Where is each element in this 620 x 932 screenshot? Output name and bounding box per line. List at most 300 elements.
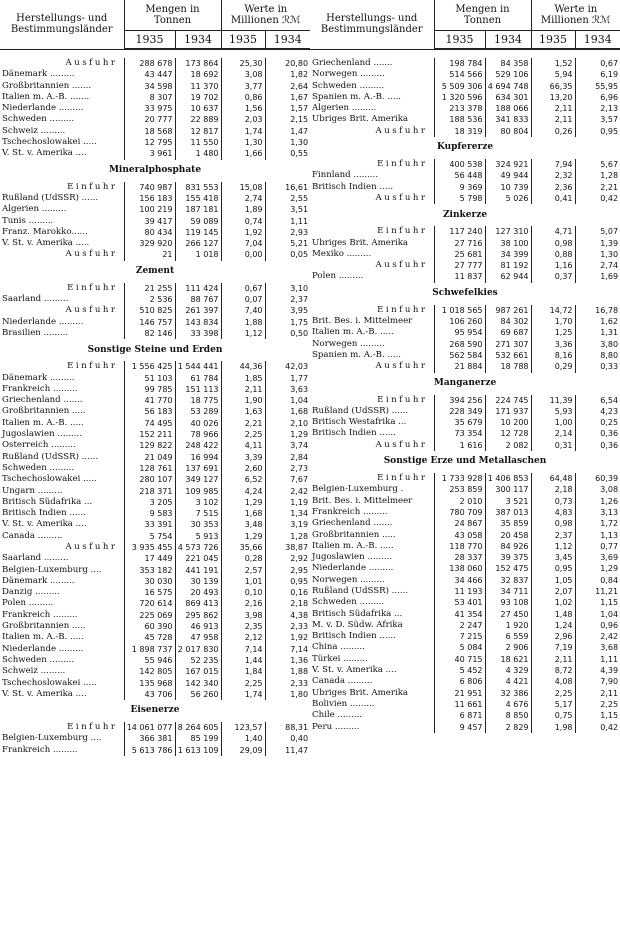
value-1935: 35,66 bbox=[221, 542, 265, 553]
table-row bbox=[310, 563, 620, 574]
value-1934: 4,23 bbox=[575, 406, 620, 417]
qty-1935: 1 320 596 bbox=[434, 92, 485, 103]
country-name: Großbritannien ..... bbox=[312, 529, 396, 540]
value-1935: 2,36 bbox=[531, 182, 575, 193]
value-1934: 2,92 bbox=[265, 553, 310, 564]
value-1935: 5,94 bbox=[531, 69, 575, 80]
qty-1935: 51 103 bbox=[124, 373, 175, 384]
qty-1935: 225 069 bbox=[124, 610, 175, 621]
value-1935: 1,63 bbox=[221, 406, 265, 417]
value-1935: 1,12 bbox=[531, 541, 575, 552]
total-row bbox=[310, 440, 620, 451]
value-1935: 25,30 bbox=[221, 58, 265, 69]
total-label: Ausfuhr bbox=[65, 58, 118, 68]
country-name: Danzig ......... bbox=[2, 587, 60, 598]
value-1934: 11,21 bbox=[575, 586, 620, 597]
section-heading: Mineralphosphate bbox=[108, 165, 202, 176]
qty-1935: 213 378 bbox=[434, 103, 485, 114]
qty-1935: 100 219 bbox=[124, 204, 175, 215]
value-column-header: Werte in Millionen ℛℳ bbox=[531, 0, 620, 31]
qty-1935: 353 182 bbox=[124, 565, 175, 576]
country-name: Schweden ......... bbox=[312, 80, 385, 91]
qty-1934: 62 944 bbox=[485, 271, 531, 282]
qty-1935: 1 616 bbox=[434, 440, 485, 451]
qty-1935: 720 614 bbox=[124, 598, 175, 609]
value-1934: 1,68 bbox=[265, 406, 310, 417]
table-row bbox=[310, 541, 620, 552]
year-1935-val: 1935 bbox=[221, 31, 265, 50]
qty-1934: 88 767 bbox=[175, 294, 221, 305]
qty-1934: 341 833 bbox=[485, 114, 531, 125]
qty-1934: 532 661 bbox=[485, 350, 531, 361]
table-row bbox=[310, 114, 620, 125]
qty-1934: 4 573 726 bbox=[175, 542, 221, 553]
value-1934: 0,84 bbox=[575, 575, 620, 586]
spacer-row bbox=[310, 49, 620, 58]
table-row bbox=[0, 137, 310, 148]
country-name: Österreich ......... bbox=[2, 440, 76, 451]
value-1934: 2,15 bbox=[265, 114, 310, 125]
year-1934-qty: 1934 bbox=[485, 31, 531, 50]
country-name: Italien m. A.-B. ....... bbox=[2, 91, 90, 102]
table-row bbox=[310, 170, 620, 181]
country-name: Tschechoslowakei ..... bbox=[2, 677, 97, 688]
value-1935: 2,11 bbox=[221, 384, 265, 395]
table-row bbox=[310, 69, 620, 80]
qty-1935: 128 761 bbox=[124, 463, 175, 474]
table-row bbox=[0, 565, 310, 576]
table-row bbox=[310, 518, 620, 529]
value-1935: 0,86 bbox=[221, 92, 265, 103]
qty-1935: 11 661 bbox=[434, 699, 485, 710]
qty-1934: 30 139 bbox=[175, 576, 221, 587]
qty-1934: 39 375 bbox=[485, 552, 531, 563]
section-heading: Manganerze bbox=[433, 377, 497, 388]
total-row bbox=[310, 395, 620, 406]
qty-1935: 27 777 bbox=[434, 260, 485, 271]
table-row bbox=[310, 339, 620, 350]
value-1935: 4,24 bbox=[221, 486, 265, 497]
value-1934: 2,33 bbox=[265, 678, 310, 689]
value-1935: 0,67 bbox=[221, 283, 265, 294]
country-name: Brasilien ......... bbox=[2, 327, 69, 338]
qty-1935: 3 961 bbox=[124, 148, 175, 159]
total-label: Einfuhr bbox=[377, 159, 428, 170]
qty-1934: 2 082 bbox=[485, 440, 531, 451]
table-row bbox=[310, 271, 620, 282]
value-1935: 1,74 bbox=[221, 689, 265, 700]
total-label: Ausfuhr bbox=[375, 361, 428, 372]
qty-1934: 22 889 bbox=[175, 114, 221, 125]
table-row bbox=[0, 632, 310, 643]
section-heading-row bbox=[0, 700, 310, 722]
qty-1934: 2 906 bbox=[485, 642, 531, 653]
table-row bbox=[310, 484, 620, 495]
qty-1935: 5 798 bbox=[434, 193, 485, 204]
qty-1934: 93 108 bbox=[485, 597, 531, 608]
trade-table-left bbox=[0, 0, 310, 756]
table-row bbox=[0, 678, 310, 689]
total-label: Ausfuhr bbox=[375, 260, 428, 271]
qty-1934: 56 260 bbox=[175, 689, 221, 700]
value-1934: 1,82 bbox=[265, 69, 310, 80]
table-row bbox=[310, 316, 620, 327]
value-1934: 1,34 bbox=[265, 508, 310, 519]
country-name: Saarland ......... bbox=[2, 553, 69, 564]
value-1935: 64,48 bbox=[531, 473, 575, 484]
qty-1934: 12 817 bbox=[175, 126, 221, 137]
value-1935: 2,25 bbox=[221, 429, 265, 440]
value-1934: 0,05 bbox=[265, 249, 310, 260]
year-1935-qty: 1935 bbox=[124, 31, 175, 50]
table-row bbox=[310, 428, 620, 439]
total-row bbox=[0, 249, 310, 260]
qty-1935: 99 785 bbox=[124, 384, 175, 395]
value-1935: 0,95 bbox=[531, 563, 575, 574]
table-row bbox=[0, 655, 310, 666]
qty-1934: 59 089 bbox=[175, 216, 221, 227]
country-name: Peru ......... bbox=[312, 721, 360, 732]
qty-1934: 12 728 bbox=[485, 428, 531, 439]
qty-1935: 2 010 bbox=[434, 496, 485, 507]
value-1935: 0,10 bbox=[221, 587, 265, 598]
table-row bbox=[310, 586, 620, 597]
table-row bbox=[0, 486, 310, 497]
table-row bbox=[310, 249, 620, 260]
table-row bbox=[0, 598, 310, 609]
qty-1935: 11 837 bbox=[434, 271, 485, 282]
value-1935: 1,88 bbox=[221, 317, 265, 328]
value-1935: 2,11 bbox=[531, 114, 575, 125]
qty-1934: 109 985 bbox=[175, 486, 221, 497]
table-row bbox=[0, 238, 310, 249]
table-row bbox=[0, 227, 310, 238]
qty-1934: 187 181 bbox=[175, 204, 221, 215]
value-1935: 0,74 bbox=[221, 216, 265, 227]
value-1935: 1,02 bbox=[531, 597, 575, 608]
value-1935: 1,85 bbox=[221, 373, 265, 384]
section-heading-row bbox=[310, 283, 620, 305]
country-name: Italien m. A.-B. ..... bbox=[312, 327, 394, 338]
qty-1934: 18 692 bbox=[175, 69, 221, 80]
value-1934: 1,80 bbox=[265, 689, 310, 700]
qty-1935: 16 575 bbox=[124, 587, 175, 598]
qty-1935: 82 146 bbox=[124, 328, 175, 339]
value-1935: 2,25 bbox=[221, 678, 265, 689]
quantity-column-header: Mengen in Tonnen bbox=[434, 0, 531, 31]
qty-1935: 55 946 bbox=[124, 655, 175, 666]
qty-1935: 106 260 bbox=[434, 316, 485, 327]
qty-1934: 85 199 bbox=[175, 733, 221, 744]
qty-1934: 10 739 bbox=[485, 182, 531, 193]
qty-1934: 387 013 bbox=[485, 507, 531, 518]
value-1934: 88,31 bbox=[265, 722, 310, 733]
value-1934: 3,74 bbox=[265, 440, 310, 451]
value-1934: 1,31 bbox=[575, 327, 620, 338]
qty-1935: 156 183 bbox=[124, 193, 175, 204]
qty-1934: 224 745 bbox=[485, 395, 531, 406]
country-name: Algerien ......... bbox=[312, 103, 377, 114]
qty-1935: 329 920 bbox=[124, 238, 175, 249]
value-1934: 3,10 bbox=[265, 283, 310, 294]
value-1935: 0,28 bbox=[221, 553, 265, 564]
qty-1935: 740 987 bbox=[124, 182, 175, 193]
country-name: Frankreich ......... bbox=[2, 609, 78, 620]
value-1934: 7,67 bbox=[265, 474, 310, 485]
table-row bbox=[310, 103, 620, 114]
country-name: Britisch Indien ...... bbox=[2, 508, 86, 519]
country-name: Chile ......... bbox=[312, 710, 363, 721]
qty-1934: 987 261 bbox=[485, 305, 531, 316]
qty-1934: 119 145 bbox=[175, 227, 221, 238]
qty-1935: 20 777 bbox=[124, 114, 175, 125]
qty-1934: 34 711 bbox=[485, 586, 531, 597]
qty-1935: 35 679 bbox=[434, 417, 485, 428]
value-1935: 1,40 bbox=[221, 733, 265, 744]
qty-1934: 4 694 748 bbox=[485, 81, 531, 92]
country-name: Schweiz ......... bbox=[2, 666, 66, 677]
value-1934: 1,04 bbox=[265, 395, 310, 406]
total-label: Ausfuhr bbox=[375, 125, 428, 136]
qty-1934: 52 235 bbox=[175, 655, 221, 666]
qty-1934: 49 944 bbox=[485, 170, 531, 181]
qty-1935: 41 770 bbox=[124, 395, 175, 406]
section-heading: Sonstige Steine und Erden bbox=[87, 344, 223, 355]
value-1935: 1,12 bbox=[221, 328, 265, 339]
country-name: Großbritannien ..... bbox=[2, 621, 86, 632]
qty-1935: 34 598 bbox=[124, 81, 175, 92]
table-row bbox=[310, 722, 620, 733]
value-1935: 7,04 bbox=[221, 238, 265, 249]
country-name: Niederlande ......... bbox=[2, 103, 84, 114]
country-name: Frankreich ......... bbox=[312, 506, 388, 517]
qty-1935: 14 061 077 bbox=[124, 722, 175, 733]
qty-1935: 117 240 bbox=[434, 226, 485, 237]
total-label: Einfuhr bbox=[67, 722, 118, 733]
value-1934: 2,37 bbox=[265, 294, 310, 305]
qty-1934: 143 834 bbox=[175, 317, 221, 328]
qty-1934: 634 301 bbox=[485, 92, 531, 103]
value-1934: 1,11 bbox=[575, 654, 620, 665]
total-row bbox=[310, 193, 620, 204]
value-1934: 1,28 bbox=[575, 170, 620, 181]
qty-1934: 151 113 bbox=[175, 384, 221, 395]
country-name: Übriges Brit. Amerika bbox=[312, 237, 409, 248]
country-name: Schweden ......... bbox=[2, 114, 75, 125]
qty-1935: 198 784 bbox=[434, 58, 485, 69]
qty-1934: 19 702 bbox=[175, 92, 221, 103]
table-row bbox=[310, 631, 620, 642]
qty-1934: 171 937 bbox=[485, 406, 531, 417]
value-1935: 1,56 bbox=[221, 103, 265, 114]
value-1934: 2,84 bbox=[265, 452, 310, 463]
qty-1934: 20 493 bbox=[175, 587, 221, 598]
table-row bbox=[0, 148, 310, 159]
country-name: Tunis ......... bbox=[2, 215, 54, 226]
value-1935: 1,98 bbox=[531, 722, 575, 733]
value-1934: 0,25 bbox=[575, 417, 620, 428]
qty-1935: 3 205 bbox=[124, 497, 175, 508]
value-1934: 38,87 bbox=[265, 542, 310, 553]
value-1934: 0,95 bbox=[265, 576, 310, 587]
table-row bbox=[0, 294, 310, 305]
qty-1935: 1 898 737 bbox=[124, 644, 175, 655]
country-name: Brit. Bes. i. Mittelmeer bbox=[312, 495, 413, 506]
qty-1934: 10 637 bbox=[175, 103, 221, 114]
table-row bbox=[310, 710, 620, 721]
country-name: Norwegen ......... bbox=[312, 574, 385, 585]
value-1935: 0,98 bbox=[531, 238, 575, 249]
value-1935: 0,26 bbox=[531, 126, 575, 137]
value-1935: 2,35 bbox=[221, 621, 265, 632]
value-1934: 16,61 bbox=[265, 182, 310, 193]
qty-1935: 366 381 bbox=[124, 733, 175, 744]
qty-1935: 25 681 bbox=[434, 249, 485, 260]
value-1935: 1,92 bbox=[221, 227, 265, 238]
country-name: Mexiko ......... bbox=[312, 248, 372, 259]
qty-1935: 21 884 bbox=[434, 361, 485, 372]
value-1935: 2,74 bbox=[221, 193, 265, 204]
table-row bbox=[0, 610, 310, 621]
country-name: Großbritannien ....... bbox=[2, 80, 92, 91]
table-row bbox=[0, 317, 310, 328]
value-1935: 8,72 bbox=[531, 665, 575, 676]
qty-1935: 5 452 bbox=[434, 665, 485, 676]
country-column-header: Herstellungs- und Bestimmungsländer bbox=[310, 0, 434, 49]
qty-1935: 18 568 bbox=[124, 126, 175, 137]
country-name: Polen ......... bbox=[2, 598, 54, 609]
qty-1935: 39 417 bbox=[124, 216, 175, 227]
qty-1934: 8 264 605 bbox=[175, 722, 221, 733]
qty-1934: 84 926 bbox=[485, 541, 531, 552]
value-1934: 0,77 bbox=[575, 541, 620, 552]
qty-1934: 155 418 bbox=[175, 193, 221, 204]
total-label: Einfuhr bbox=[377, 226, 428, 237]
qty-1934: 188 066 bbox=[485, 103, 531, 114]
value-1935: 11,39 bbox=[531, 395, 575, 406]
value-1935: 7,19 bbox=[531, 642, 575, 653]
qty-1935: 18 319 bbox=[434, 126, 485, 137]
value-1935: 1,00 bbox=[531, 417, 575, 428]
country-column-header: Herstellungs- und Bestimmungsländer bbox=[0, 0, 124, 49]
table-row bbox=[310, 81, 620, 92]
table-row bbox=[310, 609, 620, 620]
value-1935: 3,36 bbox=[531, 339, 575, 350]
qty-1934: 30 353 bbox=[175, 519, 221, 530]
country-name: Tschechoslowakei ..... bbox=[2, 137, 97, 148]
table-row bbox=[310, 676, 620, 687]
qty-1934: 529 106 bbox=[485, 69, 531, 80]
country-name: Jugoslawien ......... bbox=[312, 552, 392, 563]
section-heading: Sonstige Erze und Metallaschen bbox=[383, 456, 547, 467]
table-row bbox=[0, 553, 310, 564]
section-heading: Schwefelkies bbox=[432, 288, 498, 299]
country-name: Spanien m. A.-B. ..... bbox=[312, 91, 402, 102]
total-label: Ausfuhr bbox=[375, 192, 428, 203]
country-name: Brit. Bes. i. Mittelmeer bbox=[312, 316, 413, 327]
value-1935: 13,20 bbox=[531, 92, 575, 103]
country-name: V. St. v. Amerika .... bbox=[2, 688, 87, 699]
year-1935-qty: 1935 bbox=[434, 31, 485, 50]
qty-1934: 35 859 bbox=[485, 518, 531, 529]
qty-1934: 167 015 bbox=[175, 666, 221, 677]
table-row bbox=[310, 406, 620, 417]
qty-1935: 7 215 bbox=[434, 631, 485, 642]
country-name: Canada ......... bbox=[312, 676, 373, 687]
value-1934: 0,67 bbox=[575, 58, 620, 69]
total-label: Ausfuhr bbox=[65, 541, 118, 552]
qty-1935: 24 867 bbox=[434, 518, 485, 529]
value-1934: 0,36 bbox=[575, 440, 620, 451]
table-row bbox=[310, 327, 620, 338]
qty-1934: 11 550 bbox=[175, 137, 221, 148]
country-name: Canada ......... bbox=[2, 530, 63, 541]
qty-1935: 780 709 bbox=[434, 507, 485, 518]
qty-1935: 41 354 bbox=[434, 609, 485, 620]
value-1934: 1,04 bbox=[575, 609, 620, 620]
qty-1935: 6 806 bbox=[434, 676, 485, 687]
value-1934: 3,95 bbox=[265, 305, 310, 316]
qty-1934: 11 370 bbox=[175, 81, 221, 92]
qty-1934: 261 397 bbox=[175, 305, 221, 316]
qty-1935: 5 084 bbox=[434, 642, 485, 653]
total-label: Ausfuhr bbox=[375, 439, 428, 450]
section-heading-row bbox=[0, 261, 310, 283]
qty-1934: 5 026 bbox=[485, 193, 531, 204]
country-name: Belgien-Luxemburg .... bbox=[2, 564, 102, 575]
table-row bbox=[310, 654, 620, 665]
value-1935: 1,70 bbox=[531, 316, 575, 327]
value-1935: 6,52 bbox=[221, 474, 265, 485]
value-1935: 2,21 bbox=[221, 418, 265, 429]
qty-1935: 43 706 bbox=[124, 689, 175, 700]
value-1934: 0,33 bbox=[575, 361, 620, 372]
value-1935: 1,29 bbox=[221, 497, 265, 508]
qty-1934: 441 191 bbox=[175, 565, 221, 576]
value-1934: 7,90 bbox=[575, 676, 620, 687]
value-1935: 7,94 bbox=[531, 159, 575, 170]
value-1935: 0,31 bbox=[531, 440, 575, 451]
qty-1934: 18 621 bbox=[485, 654, 531, 665]
qty-1935: 60 390 bbox=[124, 621, 175, 632]
qty-1935: 514 566 bbox=[434, 69, 485, 80]
qty-1935: 1 556 425 bbox=[124, 361, 175, 372]
qty-1934: 32 837 bbox=[485, 575, 531, 586]
value-1934: 0,95 bbox=[575, 126, 620, 137]
qty-1934: 34 399 bbox=[485, 249, 531, 260]
total-row bbox=[310, 126, 620, 137]
value-1935: 2,18 bbox=[531, 484, 575, 495]
qty-1935: 138 060 bbox=[434, 563, 485, 574]
value-1935: 0,29 bbox=[531, 361, 575, 372]
table-row bbox=[310, 530, 620, 541]
qty-1935: 30 030 bbox=[124, 576, 175, 587]
value-1935: 4,71 bbox=[531, 226, 575, 237]
country-name: Italien m. A.-B. ..... bbox=[2, 417, 84, 428]
value-1934: 5,67 bbox=[575, 159, 620, 170]
country-name: Saarland ......... bbox=[2, 294, 69, 305]
section-heading-row bbox=[310, 137, 620, 159]
qty-1935: 2 247 bbox=[434, 620, 485, 631]
qty-1935: 21 049 bbox=[124, 452, 175, 463]
country-name: Rußland (UdSSR) ...... bbox=[312, 405, 409, 416]
value-1934: 3,13 bbox=[575, 507, 620, 518]
value-1934: 0,96 bbox=[575, 620, 620, 631]
value-1934: 11,47 bbox=[265, 745, 310, 756]
table-row bbox=[0, 644, 310, 655]
value-1935: 1,52 bbox=[531, 58, 575, 69]
table-row bbox=[310, 552, 620, 563]
